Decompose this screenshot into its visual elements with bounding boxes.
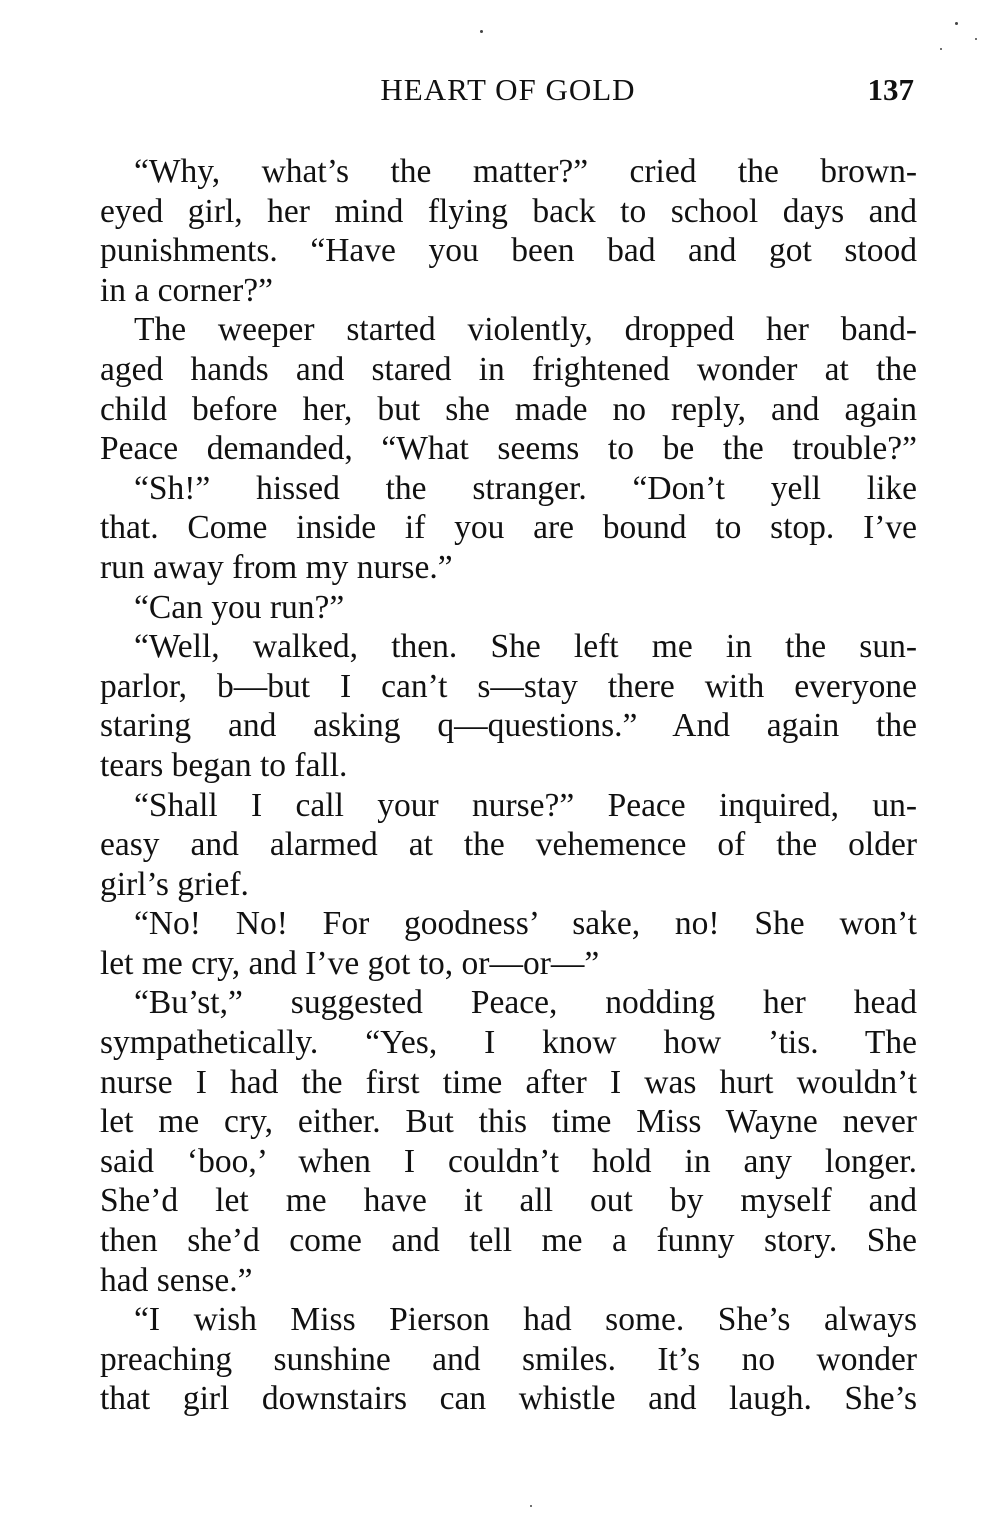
- text-line: parlor, b—but I can’t s—stay there with everyone: [100, 667, 917, 705]
- text-line: easy and alarmed at the vehemence of the older: [100, 826, 917, 864]
- text-line: eyed girl, her mind flying back to school days and: [100, 192, 917, 230]
- text-line: “Why, what’s the matter?” cried the brown-: [134, 153, 917, 190]
- text-line: girl’s grief.: [100, 865, 249, 903]
- text-line: She’d let me have it all out by myself and: [100, 1182, 917, 1220]
- text-line: let me cry, and I’ve got to, or—or—”: [100, 944, 600, 982]
- text-line: Peace demanded, “What seems to be the trouble?”: [100, 430, 917, 468]
- text-line: in a corner?”: [100, 271, 273, 309]
- text-line: let me cry, either. But this time Miss Wayne never: [100, 1103, 917, 1141]
- text-line: said ‘boo,’ when I couldn’t hold in any longer.: [100, 1142, 917, 1180]
- body-text: [100, 152, 917, 1419]
- text-line: run away from my nurse.”: [100, 548, 453, 586]
- page-number: 137: [867, 72, 914, 107]
- text-line: staring and asking q—questions.” And again the: [100, 707, 917, 745]
- running-title: HEART OF GOLD: [380, 72, 636, 107]
- text-line: preaching sunshine and smiles. It’s no wonder: [100, 1340, 917, 1378]
- text-line: The weeper started violently, dropped her band-: [134, 311, 917, 349]
- text-line: “No! No! For goodness’ sake, no! She won’t: [134, 905, 917, 943]
- scan-speck: [975, 38, 977, 40]
- text-line: punishments. “Have you been bad and got stood: [100, 232, 917, 270]
- text-line: “I wish Miss Pierson had some. She’s always: [134, 1301, 917, 1339]
- text-line: then she’d come and tell me a funny story. She: [100, 1222, 917, 1260]
- text-line: “Well, walked, then. She left me in the sun-: [134, 628, 917, 666]
- text-line: tears began to fall.: [100, 746, 348, 784]
- scan-speck: [530, 1505, 532, 1507]
- text-line: “Shall I call your nurse?” Peace inquired, un-: [134, 786, 917, 824]
- running-head: [0, 72, 1000, 112]
- text-line: nurse I had the first time after I was hurt wouldn’t: [100, 1063, 917, 1101]
- text-line: sympathetically. “Yes, I know how ’tis. The: [100, 1024, 917, 1062]
- text-line: “Bu’st,” suggested Peace, nodding her head: [134, 984, 917, 1022]
- text-line: child before her, but she made no reply, and again: [100, 390, 917, 428]
- scan-speck: [955, 22, 958, 25]
- text-line: had sense.”: [100, 1261, 253, 1299]
- text-line: “Sh!” hissed the stranger. “Don’t yell like: [134, 469, 917, 507]
- text-line: “Can you run?”: [134, 588, 345, 626]
- scan-speck: [480, 30, 483, 33]
- text-line: that girl downstairs can whistle and laugh. She’s: [100, 1380, 917, 1418]
- scan-speck: [940, 48, 942, 50]
- text-line: aged hands and stared in frightened wonder at the: [100, 350, 917, 388]
- text-line: that. Come inside if you are bound to stop. I’ve: [100, 509, 917, 547]
